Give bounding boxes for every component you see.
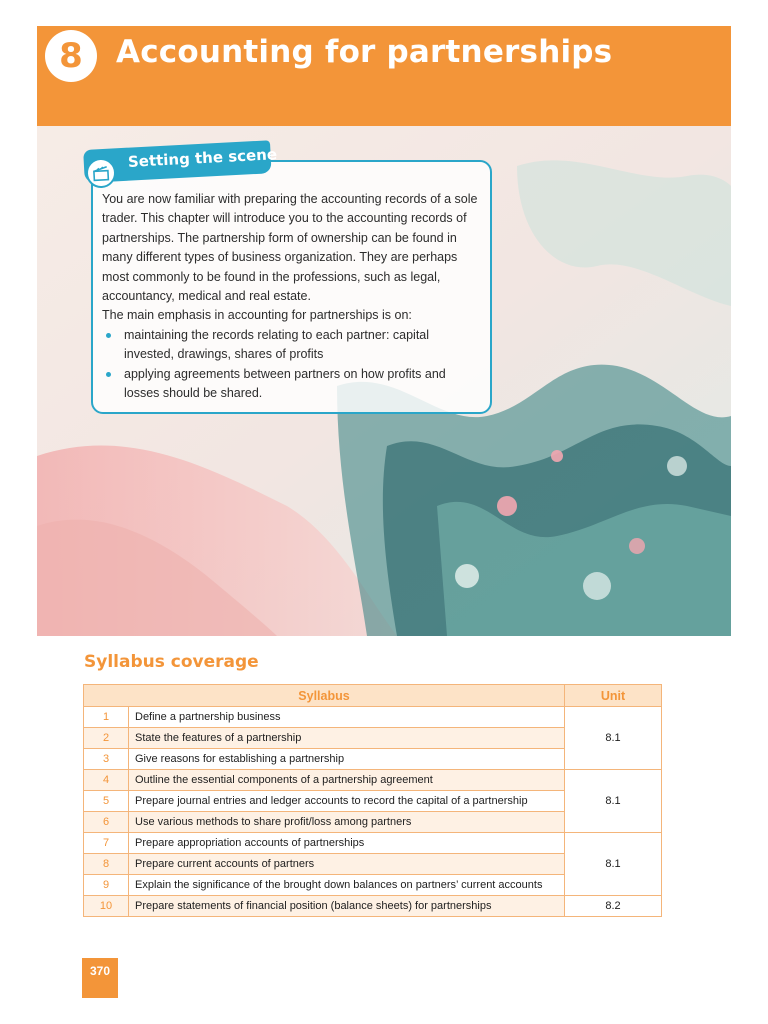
- row-description: Outline the essential components of a partnership agreement: [129, 770, 565, 791]
- row-description: Explain the significance of the brought down balances on partners’ current accounts: [129, 875, 565, 896]
- table-row: [84, 770, 662, 791]
- row-description: Define a partnership business: [129, 707, 565, 728]
- row-description: Prepare current accounts of partners: [129, 854, 565, 875]
- column-header-syllabus: Syllabus: [84, 685, 565, 707]
- row-number: 3: [84, 749, 129, 770]
- row-number: 9: [84, 875, 129, 896]
- row-unit: 8.1: [565, 707, 662, 770]
- row-number: 10: [84, 896, 129, 917]
- row-number: 2: [84, 728, 129, 749]
- row-description: Prepare appropriation accounts of partnerships: [129, 833, 565, 854]
- scene-intro: You are now familiar with preparing the accounting records of a sole trader. This chapter will introduce you to the accounting records of partnerships. The partnership form of ownership can be found in many different types of business organization. They are perhaps most commonly to be found in the professions, such as legal, accountancy, medical and real estate.: [102, 192, 478, 304]
- row-unit: 8.1: [565, 833, 662, 896]
- page-number: 370: [82, 958, 118, 998]
- row-number: 7: [84, 833, 129, 854]
- table-header-row: [84, 685, 662, 707]
- row-number: 5: [84, 791, 129, 812]
- table-row: [84, 833, 662, 854]
- syllabus-heading: Syllabus coverage: [84, 652, 259, 672]
- scene-emphasis: The main emphasis in accounting for partnerships is on:: [102, 308, 412, 323]
- column-header-unit: Unit: [565, 685, 662, 707]
- row-number: 8: [84, 854, 129, 875]
- row-unit: 8.1: [565, 770, 662, 833]
- row-description: Give reasons for establishing a partnership: [129, 749, 565, 770]
- row-number: 4: [84, 770, 129, 791]
- scene-bullet-item: maintaining the records relating to each partner: capital invested, drawings, shares of profits: [102, 326, 478, 365]
- chapter-number: 8: [45, 30, 97, 82]
- row-description: State the features of a partnership: [129, 728, 565, 749]
- row-unit: 8.2: [565, 896, 662, 917]
- table-row: [84, 896, 662, 917]
- chapter-title: Accounting for partnerships: [116, 34, 613, 70]
- row-description: Prepare journal entries and ledger accounts to record the capital of a partnership: [129, 791, 565, 812]
- syllabus-table: [83, 684, 662, 917]
- row-description: Use various methods to share profit/loss among partners: [129, 812, 565, 833]
- setting-the-scene-title: Setting the scene: [127, 145, 278, 171]
- scene-bullet-item: applying agreements between partners on how profits and losses should be shared.: [102, 365, 478, 404]
- row-description: Prepare statements of financial position (balance sheets) for partnerships: [129, 896, 565, 917]
- scene-bullet-list: [102, 326, 478, 404]
- row-number: 6: [84, 812, 129, 833]
- scene-body: [102, 190, 478, 403]
- table-row: [84, 707, 662, 728]
- row-number: 1: [84, 707, 129, 728]
